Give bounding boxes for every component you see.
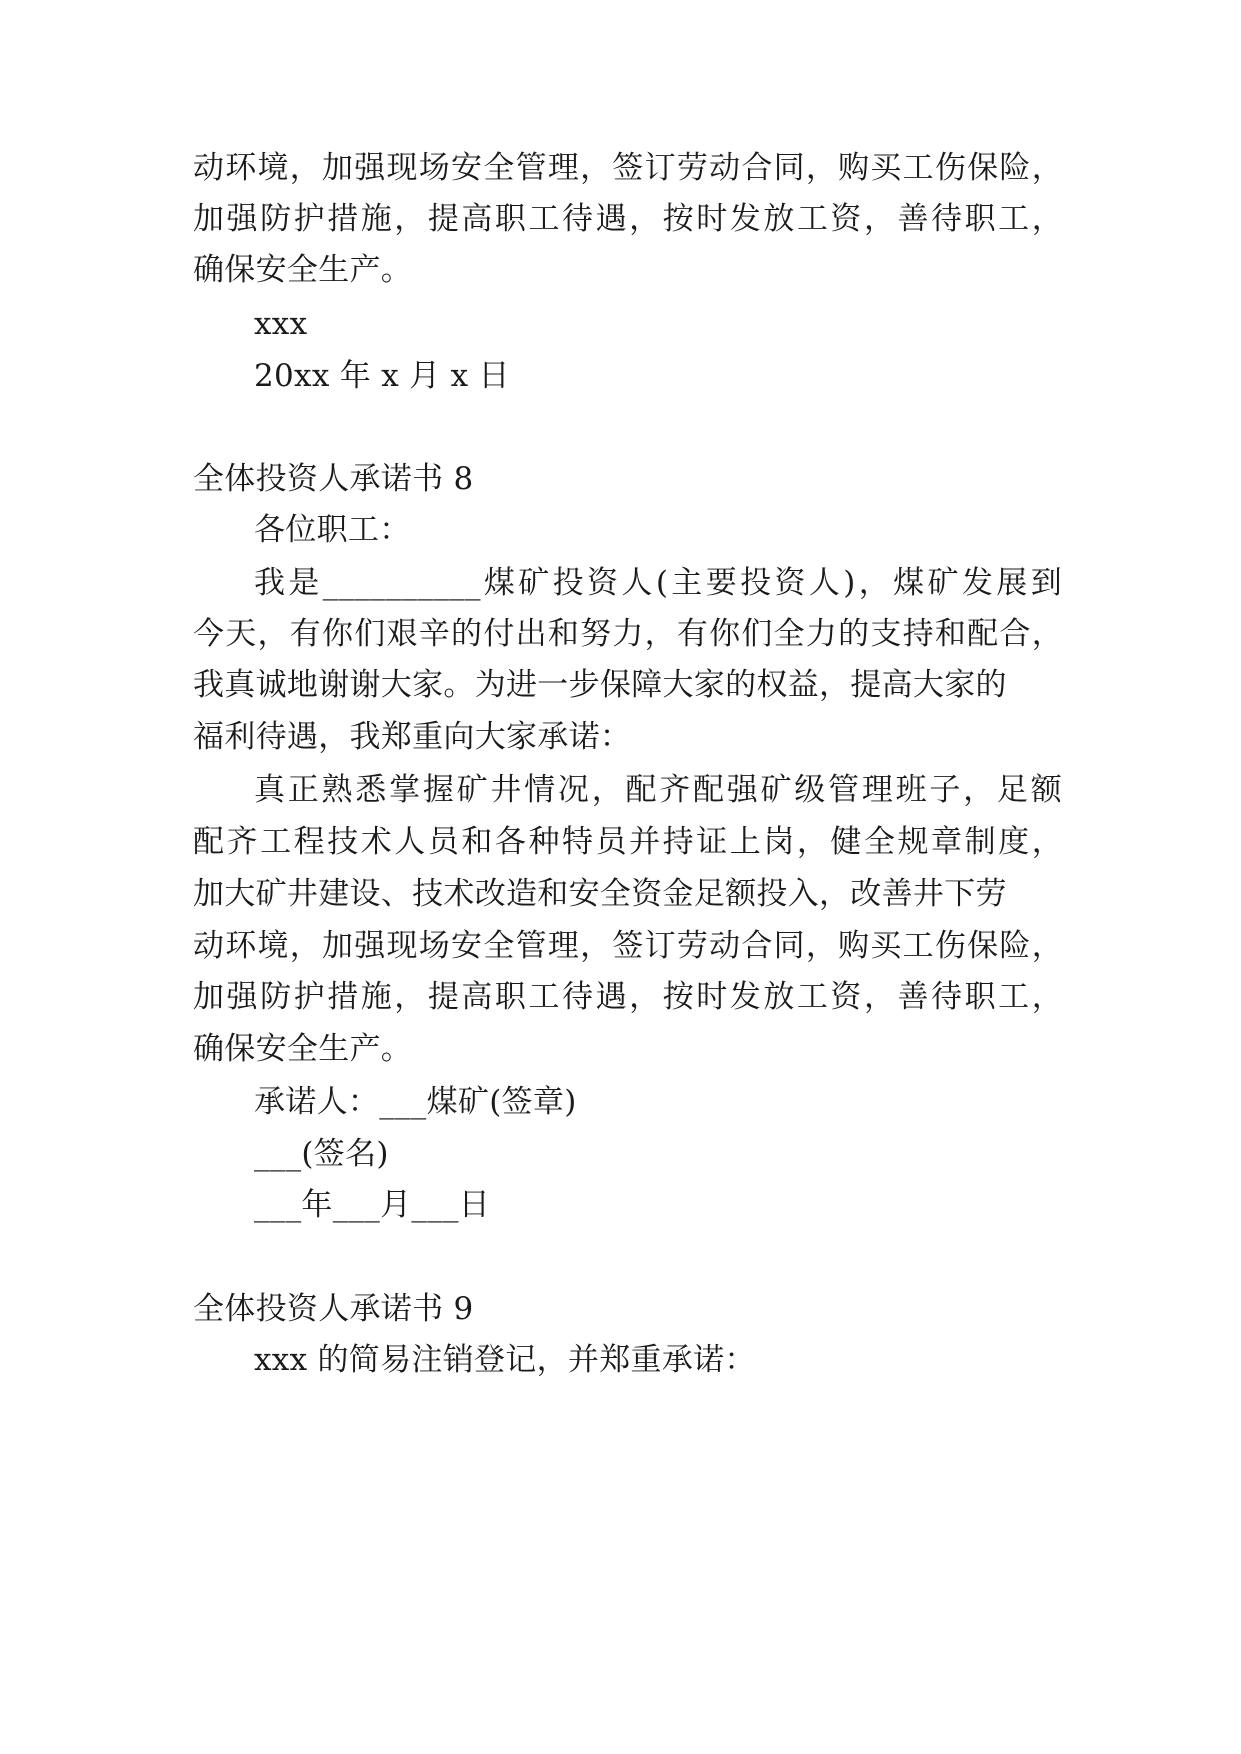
paragraph-line: xxx 的简易注销登记，并郑重承诺： — [254, 1342, 756, 1378]
paragraph-line: 加强防护措施，提高职工待遇，按时发放工资，善待职工， — [193, 201, 1063, 237]
paragraph-line: 福利待遇，我郑重向大家承诺： — [193, 719, 632, 755]
paragraph-line: 配齐工程技术人员和各种特员并持证上岗，健全规章制度， — [193, 824, 1063, 860]
promisor-line: 承诺人：___煤矿(签章) — [254, 1084, 577, 1120]
paragraph-line: 今天，有你们艰辛的付出和努力，有你们全力的支持和配合， — [193, 616, 1063, 652]
sign-date: 20xx 年 x 月 x 日 — [254, 358, 510, 394]
paragraph-line: 确保安全生产。 — [193, 252, 413, 288]
paragraph-line: 我真诚地谢谢大家。为进一步保障大家的权益，提高大家的 — [193, 667, 1007, 703]
signature-line: ___(签名) — [254, 1136, 389, 1172]
paragraph-line: 确保安全生产。 — [193, 1031, 413, 1067]
section-title: 全体投资人承诺书 9 — [193, 1291, 474, 1327]
paragraph-line: 动环境，加强现场安全管理，签订劳动合同，购买工伤保险， — [193, 928, 1063, 964]
signer-name: xxx — [254, 306, 308, 342]
paragraph-line: 真正熟悉掌握矿井情况，配齐配强矿级管理班子，足额 — [254, 772, 1062, 808]
section-title: 全体投资人承诺书 8 — [193, 461, 474, 497]
greeting: 各位职工： — [254, 512, 411, 548]
paragraph-line: 动环境，加强现场安全管理，签订劳动合同，购买工伤保险， — [193, 150, 1063, 186]
paragraph-line: 我是__________煤矿投资人(主要投资人)，煤矿发展到 — [254, 565, 1062, 601]
paragraph-line: 加大矿井建设、技术改造和安全资金足额投入，改善井下劳 — [193, 876, 1007, 912]
date-line: ___年___月___日 — [254, 1187, 491, 1223]
paragraph-line: 加强防护措施，提高职工待遇，按时发放工资，善待职工， — [193, 979, 1063, 1015]
